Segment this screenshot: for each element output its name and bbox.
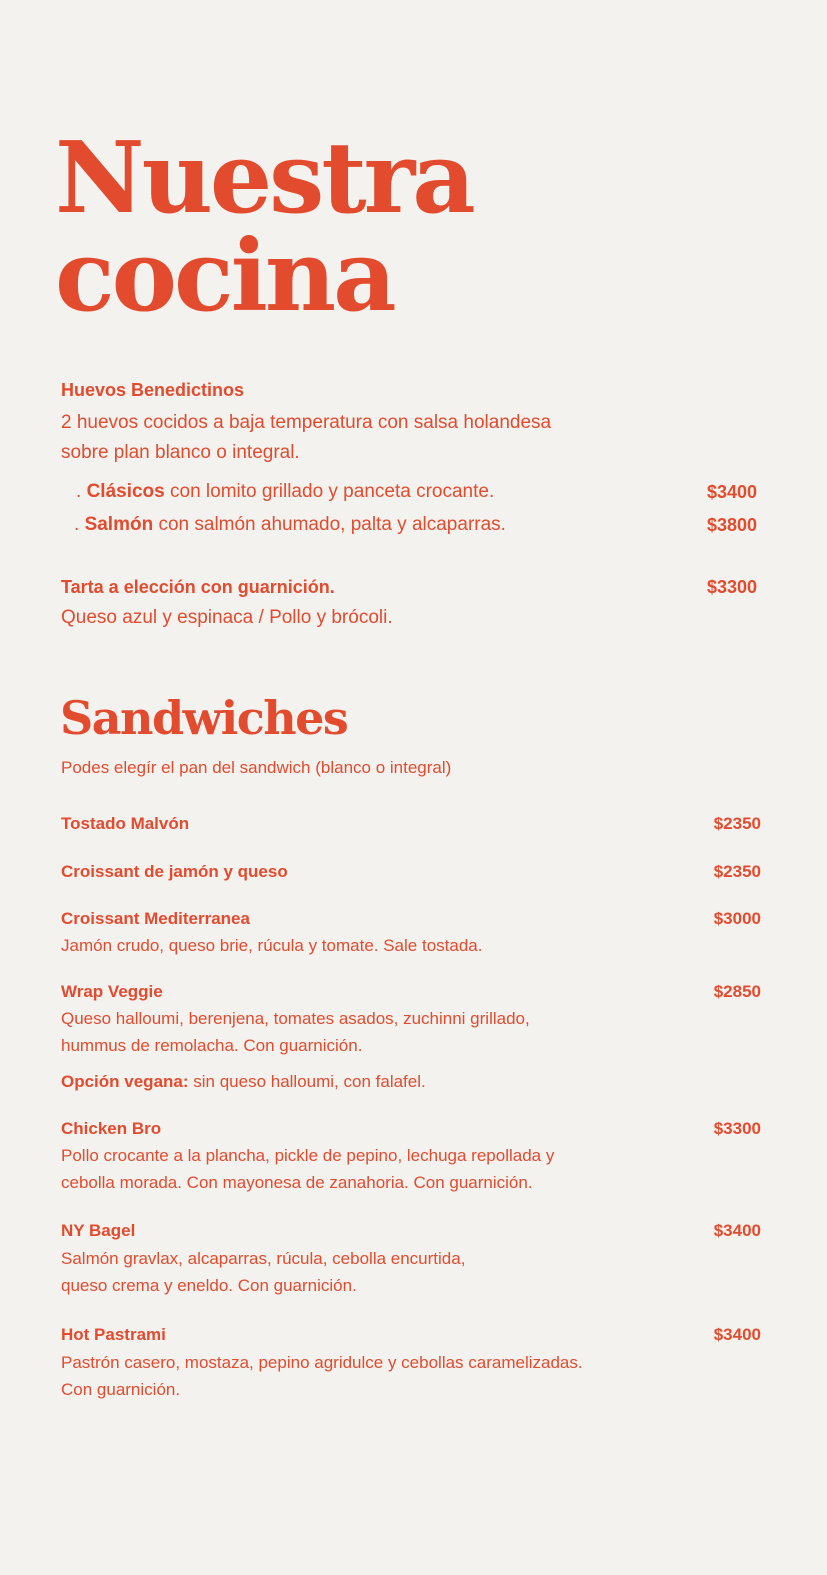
item-desc-wrap-line-2: hummus de remolacha. Con guarnición. — [61, 1036, 363, 1055]
price-tostado: $2350 — [713, 814, 761, 833]
item-name-tostado: Tostado Malvón — [61, 814, 190, 833]
section-title-sandwiches: Sandwiches — [60, 691, 348, 745]
price-salmon: $3800 — [706, 515, 757, 535]
item-name-huevos: Huevos Benedictinos — [61, 380, 245, 400]
item-desc-pastrami-line-2: Con guarnición. — [61, 1380, 181, 1399]
item-desc-chicken-line-1: Pollo crocante a la plancha, pickle de pepino, lechuga repollada y — [61, 1146, 555, 1165]
item-desc-huevos-line-2: sobre plan blanco o integral. — [61, 442, 300, 463]
item-desc-bagel-line-2: queso crema y eneldo. Con guarnición. — [61, 1276, 357, 1295]
section-subtitle: Podes elegír el pan del sandwich (blanco o integral) — [61, 758, 452, 777]
vegan-option-label: Opción vegana: — [61, 1072, 189, 1091]
option-bullet: . — [74, 514, 85, 535]
price-tarta: $3300 — [706, 577, 757, 597]
option-text-salmon: con salmón ahumado, palta y alcaparras. — [153, 514, 506, 535]
option-text-clasicos: con lomito grillado y panceta crocante. — [164, 481, 495, 502]
price-wrap: $2850 — [713, 982, 761, 1001]
item-desc-pastrami-line-1: Pastrón casero, mostaza, pepino agridulce y cebollas caramelizadas. — [61, 1353, 583, 1372]
option-name-clasicos: Clásicos — [86, 481, 165, 502]
item-desc-bagel-line-1: Salmón gravlax, alcaparras, rúcula, cebolla encurtida, — [61, 1249, 466, 1268]
item-name-tarta: Tarta a elección con guarnición. — [61, 577, 335, 597]
option-clasicos — [76, 481, 494, 503]
item-name-pastrami: Hot Pastrami — [61, 1325, 166, 1344]
item-desc-wrap-line-1: Queso halloumi, berenjena, tomates asados, zuchinni grillado, — [61, 1009, 530, 1028]
option-salmon — [74, 514, 506, 536]
item-desc-huevos-line-1: 2 huevos cocidos a baja temperatura con salsa holandesa — [61, 412, 552, 433]
item-name-chicken: Chicken Bro — [61, 1119, 162, 1138]
price-croissant-med: $3000 — [713, 909, 761, 928]
option-bullet: . — [76, 481, 87, 502]
item-name-croissant-jyq: Croissant de jamón y queso — [61, 862, 288, 881]
vegan-option — [61, 1068, 426, 1095]
vegan-option-text: sin queso halloumi, con falafel. — [188, 1072, 426, 1091]
page-title-line-1: Nuestra — [55, 121, 473, 236]
price-clasicos: $3400 — [706, 482, 757, 502]
price-chicken: $3300 — [713, 1119, 761, 1138]
price-pastrami: $3400 — [713, 1325, 761, 1344]
page-title-line-2: cocina — [55, 219, 394, 334]
item-desc-chicken-line-2: cebolla morada. Con mayonesa de zanahoria. Con guarnición. — [61, 1173, 533, 1192]
price-bagel: $3400 — [713, 1221, 761, 1240]
option-name-salmon: Salmón — [84, 514, 154, 535]
item-desc-croissant-med: Jamón crudo, queso brie, rúcula y tomate. Sale tostada. — [61, 936, 483, 955]
item-name-wrap: Wrap Veggie — [61, 982, 163, 1001]
page-title — [55, 121, 473, 334]
item-name-croissant-med: Croissant Mediterranea — [61, 909, 250, 928]
item-desc-tarta: Queso azul y espinaca / Pollo y brócoli. — [61, 607, 393, 628]
price-croissant-jyq: $2350 — [713, 862, 761, 881]
item-name-bagel: NY Bagel — [61, 1221, 136, 1240]
